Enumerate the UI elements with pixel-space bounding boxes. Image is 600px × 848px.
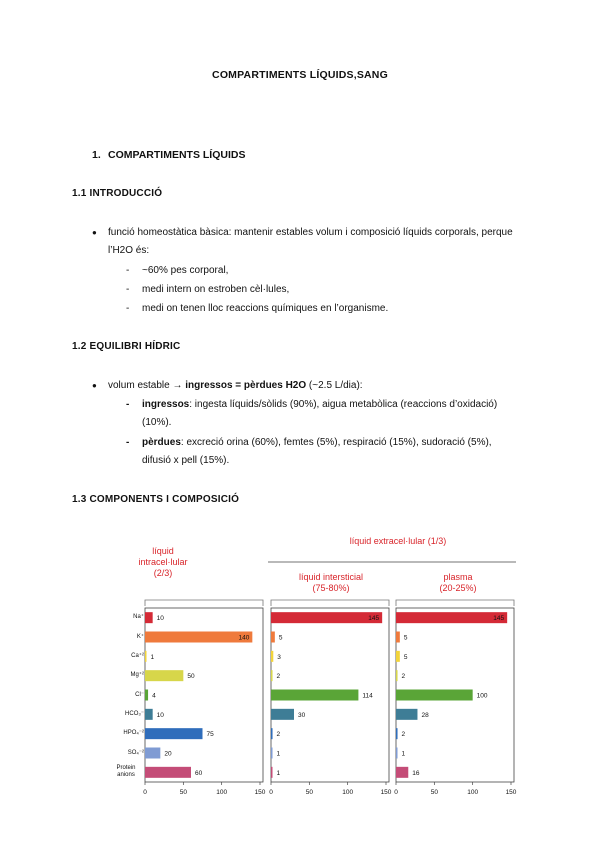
bar-value-label: 5: [278, 634, 283, 642]
bar-value-label: 5: [403, 653, 408, 661]
intro-item-text: medi intern on estroben cèl·lules,: [142, 284, 290, 295]
bar: [271, 632, 275, 643]
bar: [271, 748, 273, 759]
bar-value-label: 114: [362, 692, 373, 700]
bullet-dot-icon: ●: [92, 228, 97, 237]
bar-value-label: 1: [401, 750, 406, 758]
bar: [271, 767, 273, 778]
row-label: K⁺: [136, 633, 144, 640]
bar: [396, 767, 408, 778]
x-tick-label: 0: [143, 789, 147, 796]
bar: [396, 690, 473, 701]
dash-icon: -: [126, 284, 130, 295]
bar-value-label: 145: [368, 615, 380, 623]
intro-bullet-text: funció homeostàtica bàsica: mantenir estables volum i composició líquids corporals, perque l’H2O és:: [108, 227, 513, 256]
bar-value-label: 5: [403, 634, 408, 642]
x-tick-label: 150: [505, 789, 517, 796]
x-tick-label: 100: [467, 789, 479, 796]
bar: [145, 670, 183, 681]
bar: [396, 709, 417, 720]
heading-components: 1.3 COMPONENTS I COMPOSICIÓ: [72, 494, 240, 505]
bar: [396, 728, 398, 739]
bar-value-label: 1: [276, 750, 281, 758]
panel-bracket: [271, 600, 389, 606]
row-label: Mg⁺²: [130, 672, 144, 679]
bar: [145, 709, 153, 720]
section-heading-text: COMPARTIMENTS LÍQUIDS: [108, 149, 246, 161]
bar: [396, 651, 400, 662]
panel-title: plasma (20-25%): [439, 572, 477, 593]
row-label: Protein anions: [116, 765, 136, 779]
row-label: Cl⁻: [135, 691, 144, 698]
bar: [271, 670, 273, 681]
bar-value-label: 2: [276, 673, 281, 681]
bar-value-label: 75: [206, 731, 214, 739]
bar: [271, 728, 273, 739]
bar-value-label: 2: [401, 673, 406, 681]
bar-value-label: 1: [276, 769, 281, 777]
row-label: HPO₄⁻²: [123, 730, 144, 737]
panel-bracket: [145, 600, 263, 606]
group-title: líquid extracel·lular (1/3): [349, 536, 447, 546]
bar: [145, 690, 148, 701]
panel-title: líquid intersticial (75-80%): [298, 572, 364, 593]
bar: [145, 748, 160, 759]
section-number: 1.: [92, 149, 101, 161]
bar: [271, 651, 273, 662]
bar: [271, 612, 382, 623]
chart-svg: [108, 536, 528, 798]
x-tick-label: 100: [216, 789, 228, 796]
bar: [271, 690, 358, 701]
panel-bracket: [396, 600, 514, 606]
bar: [145, 767, 191, 778]
bar: [396, 748, 398, 759]
bar-value-label: 3: [277, 653, 281, 661]
x-tick-label: 50: [430, 789, 438, 796]
bar-value-label: 60: [195, 769, 203, 777]
row-label: Ca⁺²: [131, 652, 144, 659]
x-tick-label: 50: [305, 789, 313, 796]
panel-title: líquid intracel·lular (2/3): [138, 546, 188, 578]
bullet-dot-icon: ●: [92, 381, 97, 390]
bar: [396, 612, 507, 623]
bar-value-label: 30: [298, 711, 306, 719]
heading-equilibri: 1.2 EQUILIBRI HÍDRIC: [72, 341, 181, 352]
bar: [145, 728, 203, 739]
x-tick-label: 0: [394, 789, 398, 796]
dash-icon: -: [126, 399, 130, 410]
bar-value-label: 140: [238, 634, 250, 642]
bar: [396, 632, 400, 643]
ingressos-text: ingressos: ingesta líquids/sòlids (90%), aigua metabòlica (reaccions d’oxidació) (10%).: [142, 399, 498, 428]
section-heading-compartiments: [92, 149, 245, 161]
page-title: COMPARTIMENTS LÍQUIDS,SANG: [212, 69, 388, 81]
ion-composition-chart: [108, 536, 528, 798]
bar: [396, 670, 398, 681]
heading-introduccio: 1.1 INTRODUCCIÓ: [72, 188, 163, 199]
row-label: Na⁺: [133, 614, 144, 621]
bar-value-label: 145: [493, 615, 505, 623]
dash-icon: -: [126, 265, 130, 276]
bar-value-label: 16: [412, 769, 420, 777]
bar-value-label: 4: [152, 692, 156, 700]
bar-value-label: 10: [156, 615, 164, 623]
bar-value-label: 20: [164, 750, 172, 758]
bar-value-label: 50: [187, 673, 195, 681]
x-tick-label: 150: [254, 789, 266, 796]
x-tick-label: 150: [380, 789, 392, 796]
bar-value-label: 2: [401, 731, 406, 739]
x-tick-label: 50: [179, 789, 187, 796]
bar: [145, 632, 252, 643]
bar-value-label: 28: [421, 711, 429, 719]
bar: [145, 612, 153, 623]
bar: [145, 651, 147, 662]
x-tick-label: 0: [269, 789, 273, 796]
dash-icon: -: [126, 437, 130, 448]
bar: [271, 709, 294, 720]
bar-value-label: 10: [156, 711, 164, 719]
bar-value-label: 1: [150, 653, 155, 661]
bar-value-label: 2: [276, 731, 281, 739]
bar-value-label: 100: [476, 692, 488, 700]
x-tick-label: 100: [342, 789, 354, 796]
perdues-text: pèrdues: excreció orina (60%), femtes (5%), respiració (15%), sudoració (5%), difusió x pell (15%).: [142, 437, 492, 466]
dash-icon: -: [126, 303, 130, 314]
intro-item-text: medi on tenen lloc reaccions químiques en l’organisme.: [142, 303, 389, 314]
row-label: HCO₃⁻: [125, 710, 144, 717]
row-label: SO₄⁻²: [127, 749, 144, 756]
intro-item-text: ~60% pes corporal,: [142, 265, 229, 276]
equilibri-bullet-text: volum estable → ingressos = pèrdues H2O (~2.5 L/dia):: [108, 380, 363, 391]
